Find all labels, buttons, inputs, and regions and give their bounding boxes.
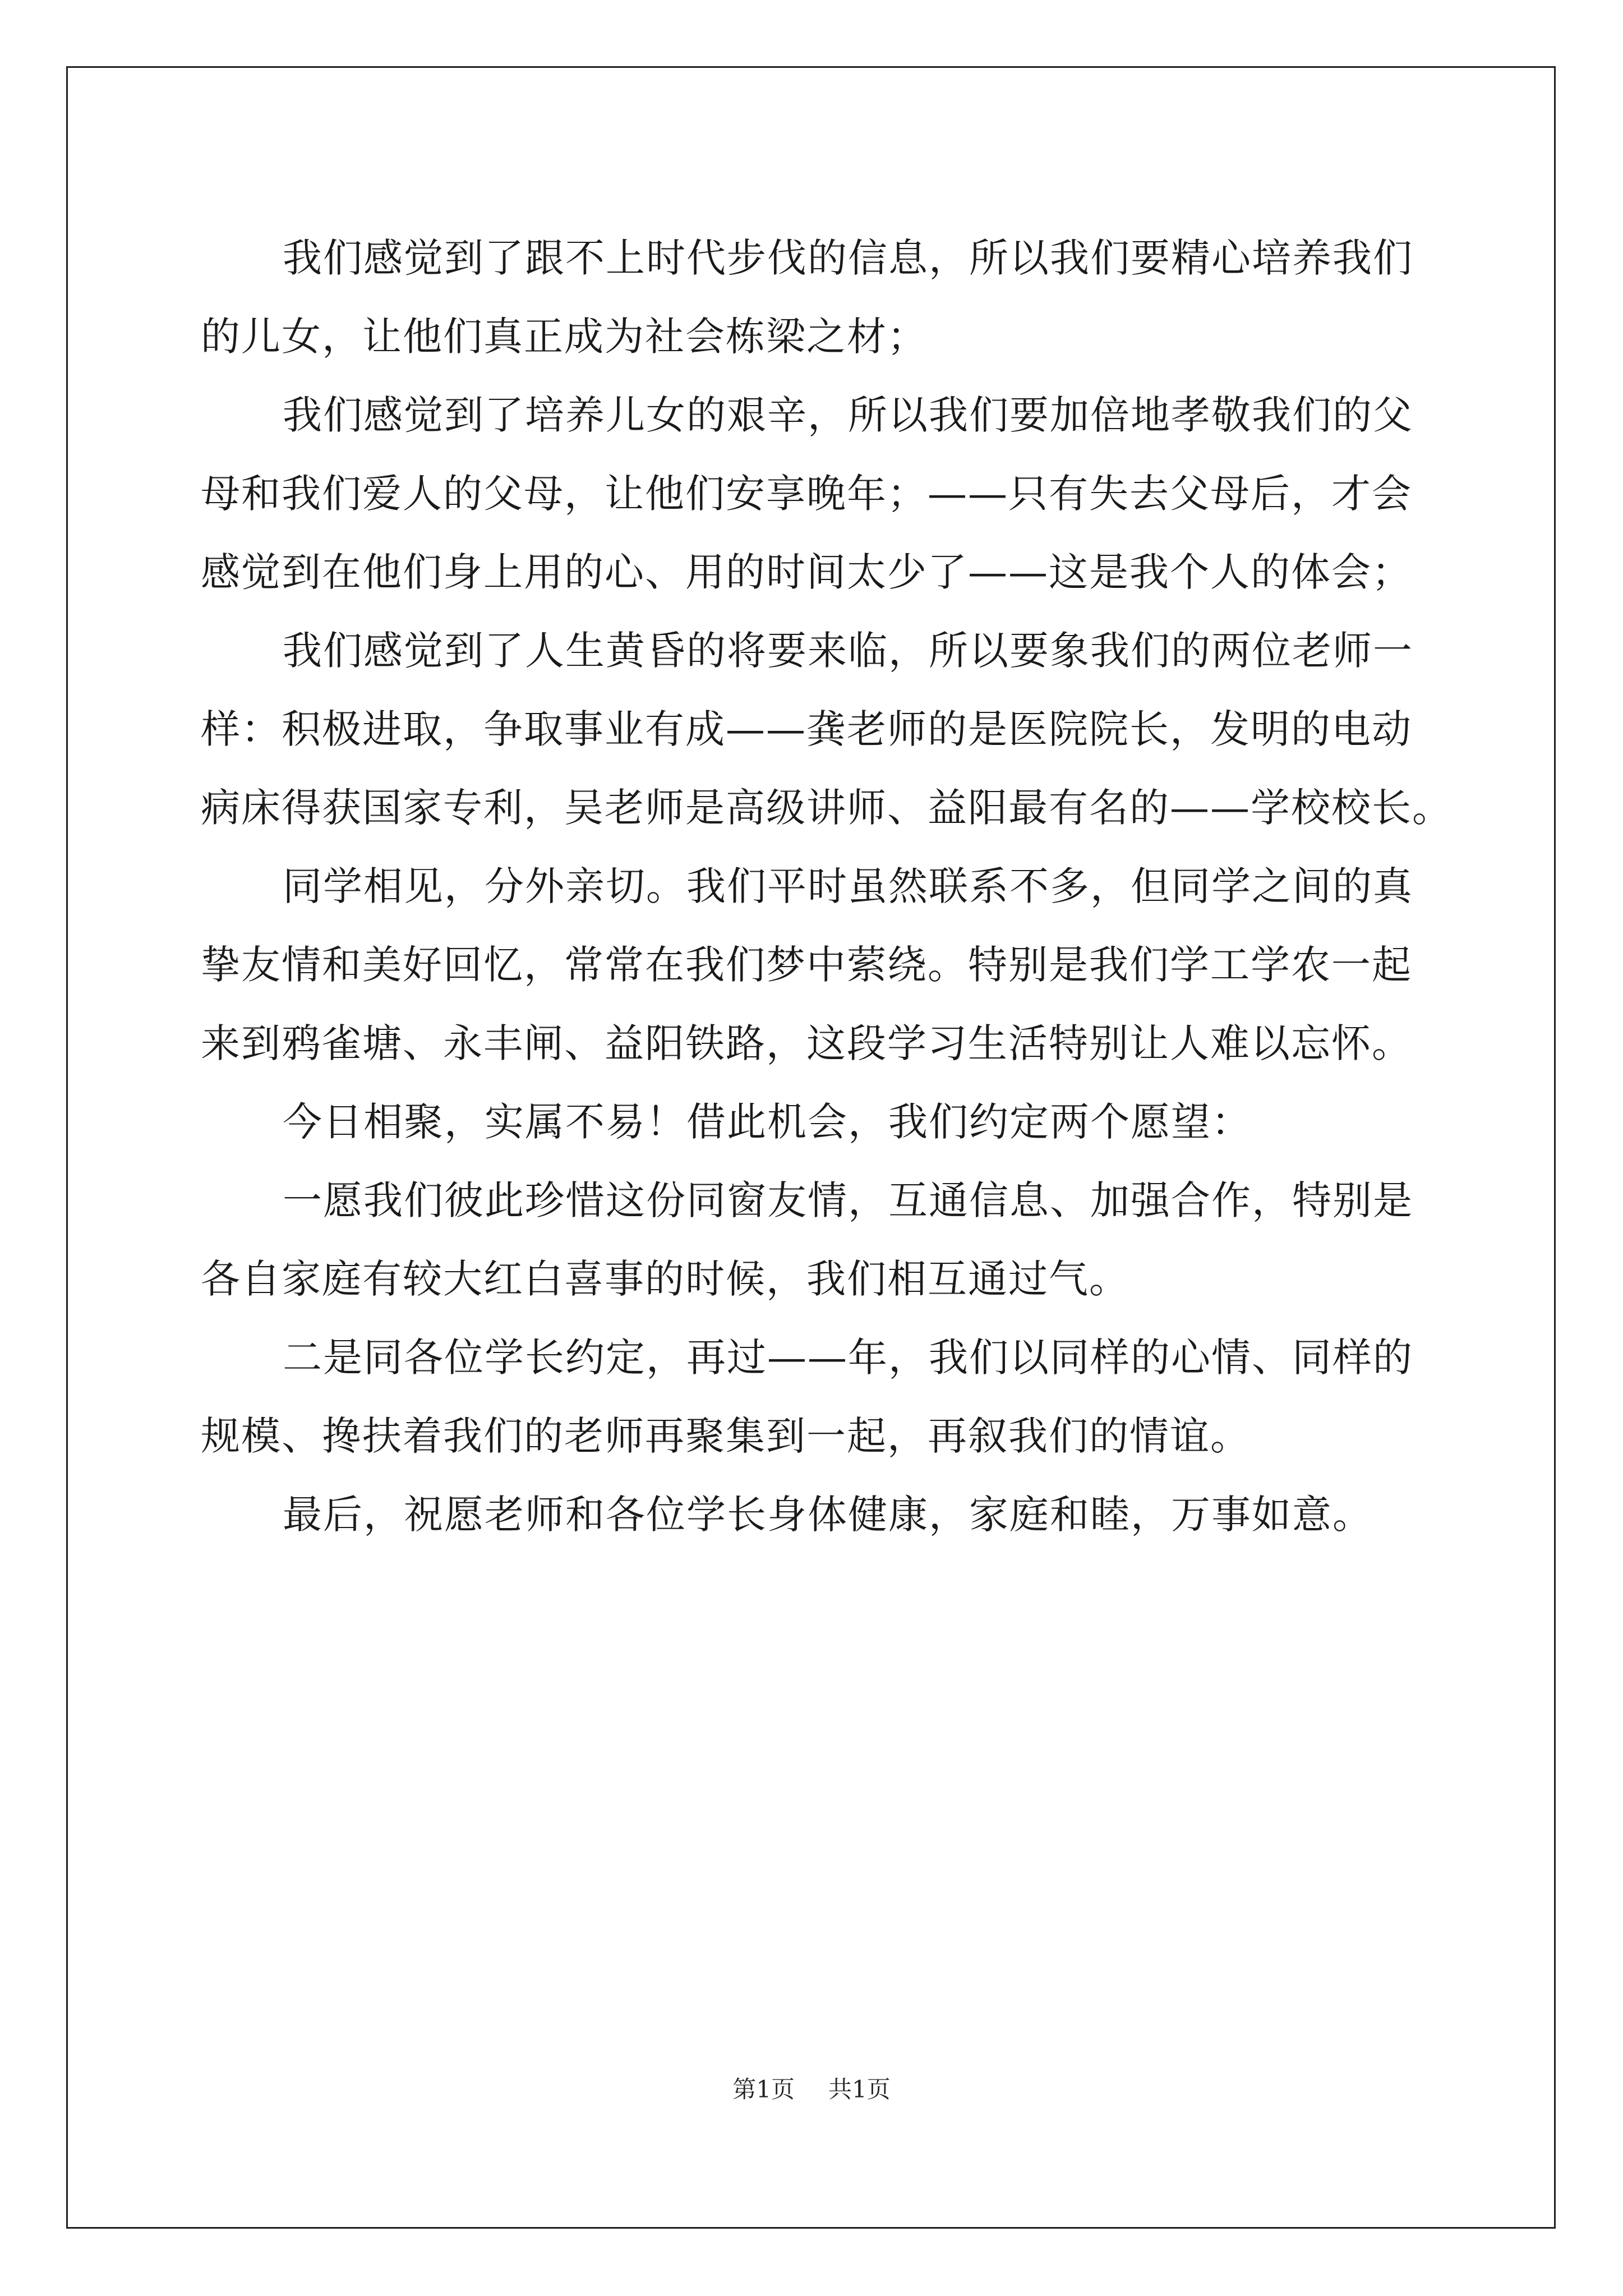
document-body <box>201 219 1453 1554</box>
text-line: 感觉到在他们身上用的心、用的时间太少了——这是我个人的体会； <box>201 549 1412 595</box>
text-line: 我们感觉到了人生黄昏的将要来临，所以要象我们的两位老师一 <box>283 628 1413 674</box>
text-line: 我们感觉到了培养儿女的艰辛，所以我们要加倍地孝敬我们的父 <box>283 392 1413 438</box>
text-line: 规模、搀扶着我们的老师再聚集到一起，再叙我们的情谊。 <box>201 1413 1251 1459</box>
text-line: 来到鸦雀塘、永丰闸、益阳铁路，这段学习生活特别让人难以忘怀。 <box>201 1020 1412 1066</box>
page-footer <box>0 2073 1623 2106</box>
text-line: 今日相聚，实属不易！借此机会，我们约定两个愿望： <box>283 1099 1252 1145</box>
text-line: 样：积极进取，争取事业有成——龚老师的是医院院长，发明的电动 <box>201 706 1412 752</box>
text-line: 二是同各位学长约定，再过——年，我们以同样的心情、同样的 <box>283 1335 1413 1381</box>
text-line: 同学相见，分外亲切。我们平时虽然联系不多，但同学之间的真 <box>283 863 1413 909</box>
text-line: 一愿我们彼此珍惜这份同窗友情，互通信息、加强合作，特别是 <box>283 1177 1413 1223</box>
text-line: 最后，祝愿老师和各位学长身体健康，家庭和睦，万事如意。 <box>283 1492 1373 1538</box>
text-line: 的儿女，让他们真正成为社会栋梁之材； <box>201 314 928 360</box>
page-number-total: 共1页 <box>828 2076 891 2103</box>
text-line: 各自家庭有较大红白喜事的时候，我们相互通过气。 <box>201 1256 1129 1302</box>
text-line: 母和我们爱人的父母，让他们安享晚年；——只有失去父母后，才会 <box>201 471 1412 517</box>
text-line: 我们感觉到了跟不上时代步伐的信息，所以我们要精心培养我们 <box>283 235 1413 281</box>
page-number-current: 第1页 <box>732 2076 795 2103</box>
text-line: 病床得获国家专利，吴老师是高级讲师、益阳最有名的——学校校长。 <box>201 785 1453 831</box>
text-line: 挚友情和美好回忆，常常在我们梦中萦绕。特别是我们学工学农一起 <box>201 942 1412 988</box>
